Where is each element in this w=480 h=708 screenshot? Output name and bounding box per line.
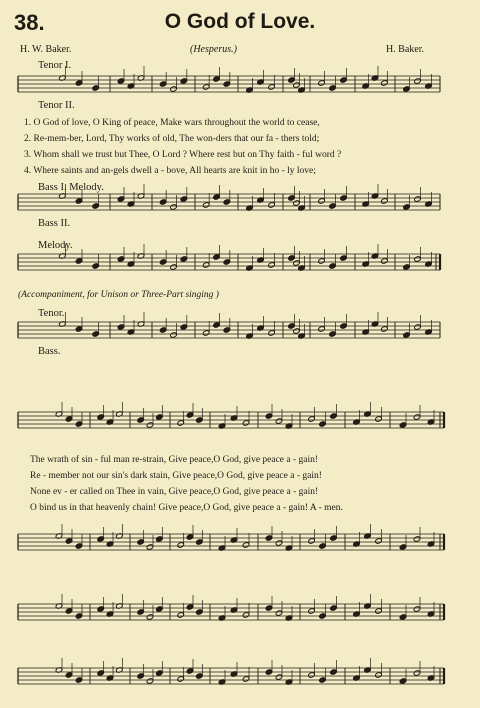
- part-label-tenor-2: Tenor II.: [38, 100, 75, 111]
- author-credit: H. W. Baker.: [20, 44, 72, 55]
- lyric-refrain-4: O bind us in that heavenly chain! Give peace,O God, give peace a - gain! A - men.: [30, 503, 343, 513]
- lyric-line-4: 4. Where saints and an-gels dwell a - bove, All hearts are knit in ho - ly love;: [24, 166, 316, 176]
- lyric-refrain-1: The wrath of sin - ful man re-strain, Give peace,O God, give peace a - gain!: [30, 455, 319, 465]
- lyric-line-3: 3. Whom shall we trust but Thee, O Lord ? Where rest but on Thy faith - ful word ?: [24, 150, 342, 160]
- lyric-refrain-2: Re - member not our sin's dark stain, Give peace,O God, give peace a - gain!: [30, 471, 322, 481]
- lyric-refrain-3: None ev - er called on Thee in vain, Give peace,O God, give peace a - gain!: [30, 487, 319, 497]
- part-label-bass: Bass.: [38, 346, 61, 357]
- hymn-title: O God of Love.: [164, 10, 316, 33]
- part-label-bass-1: Bass I. Melody.: [38, 182, 104, 193]
- part-label-tenor-1: Tenor I.: [38, 60, 72, 71]
- accompaniment-note: (Accompaniment, for Unison or Three-Part singing ): [18, 290, 219, 300]
- lyric-line-2: 2. Re-mem-ber, Lord, Thy works of old, The won-ders that our fa - thers told;: [24, 134, 320, 144]
- tune-name: (Hesperus.): [190, 44, 237, 55]
- hymn-number: 38.: [14, 10, 45, 35]
- part-label-melody: Melody.: [38, 240, 73, 251]
- part-label-tenor: Tenor.: [38, 308, 65, 319]
- part-label-bass-2: Bass II.: [38, 218, 71, 229]
- lyric-line-1: 1. O God of love, O King of peace, Make wars throughout the world to cease,: [24, 118, 320, 128]
- composer-credit: H. Baker.: [385, 44, 424, 55]
